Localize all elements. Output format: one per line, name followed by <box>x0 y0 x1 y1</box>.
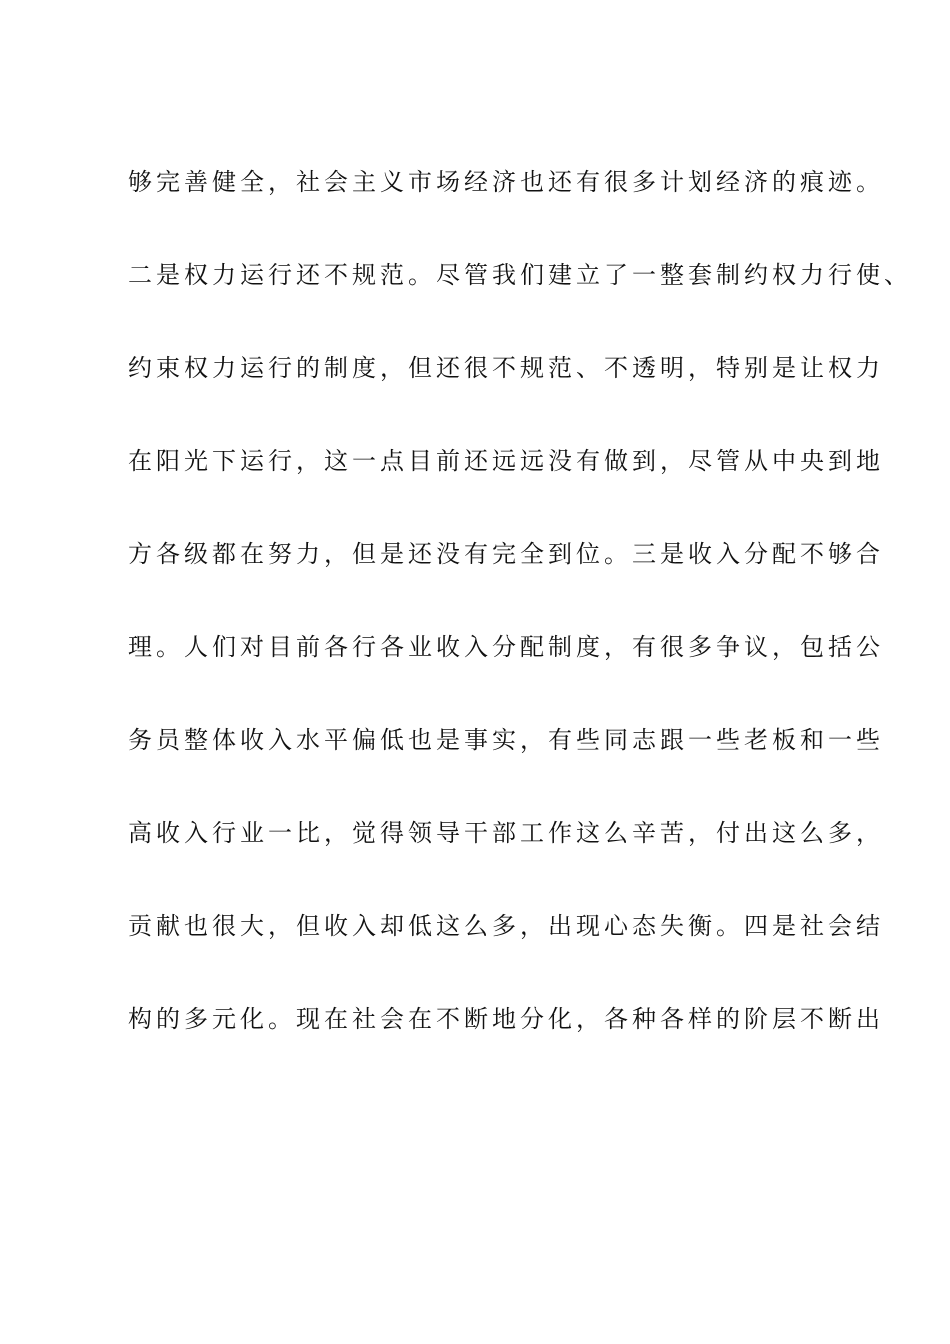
text-line-3: 约束权力运行的制度，但还很不规范、不透明，特别是让权力 <box>128 354 884 382</box>
text-line-1: 够完善健全，社会主义市场经济也还有很多计划经济的痕迹。 <box>128 168 884 196</box>
text-line-7: 务员整体收入水平偏低也是事实，有些同志跟一些老板和一些 <box>128 726 884 754</box>
text-line-5: 方各级都在努力，但是还没有完全到位。三是收入分配不够合 <box>128 540 884 568</box>
text-line-8: 高收入行业一比，觉得领导干部工作这么辛苦，付出这么多， <box>128 819 884 847</box>
text-line-6: 理。人们对目前各行各业收入分配制度，有很多争议，包括公 <box>128 633 884 661</box>
text-line-9: 贡献也很大，但收入却低这么多，出现心态失衡。四是社会结 <box>128 912 884 940</box>
text-line-4: 在阳光下运行，这一点目前还远远没有做到，尽管从中央到地 <box>128 447 884 475</box>
text-line-2: 二是权力运行还不规范。尽管我们建立了一整套制约权力行使、 <box>128 261 912 289</box>
body-text <box>128 162 912 1092</box>
text-line-10: 构的多元化。现在社会在不断地分化，各种各样的阶层不断出 <box>128 1005 884 1033</box>
